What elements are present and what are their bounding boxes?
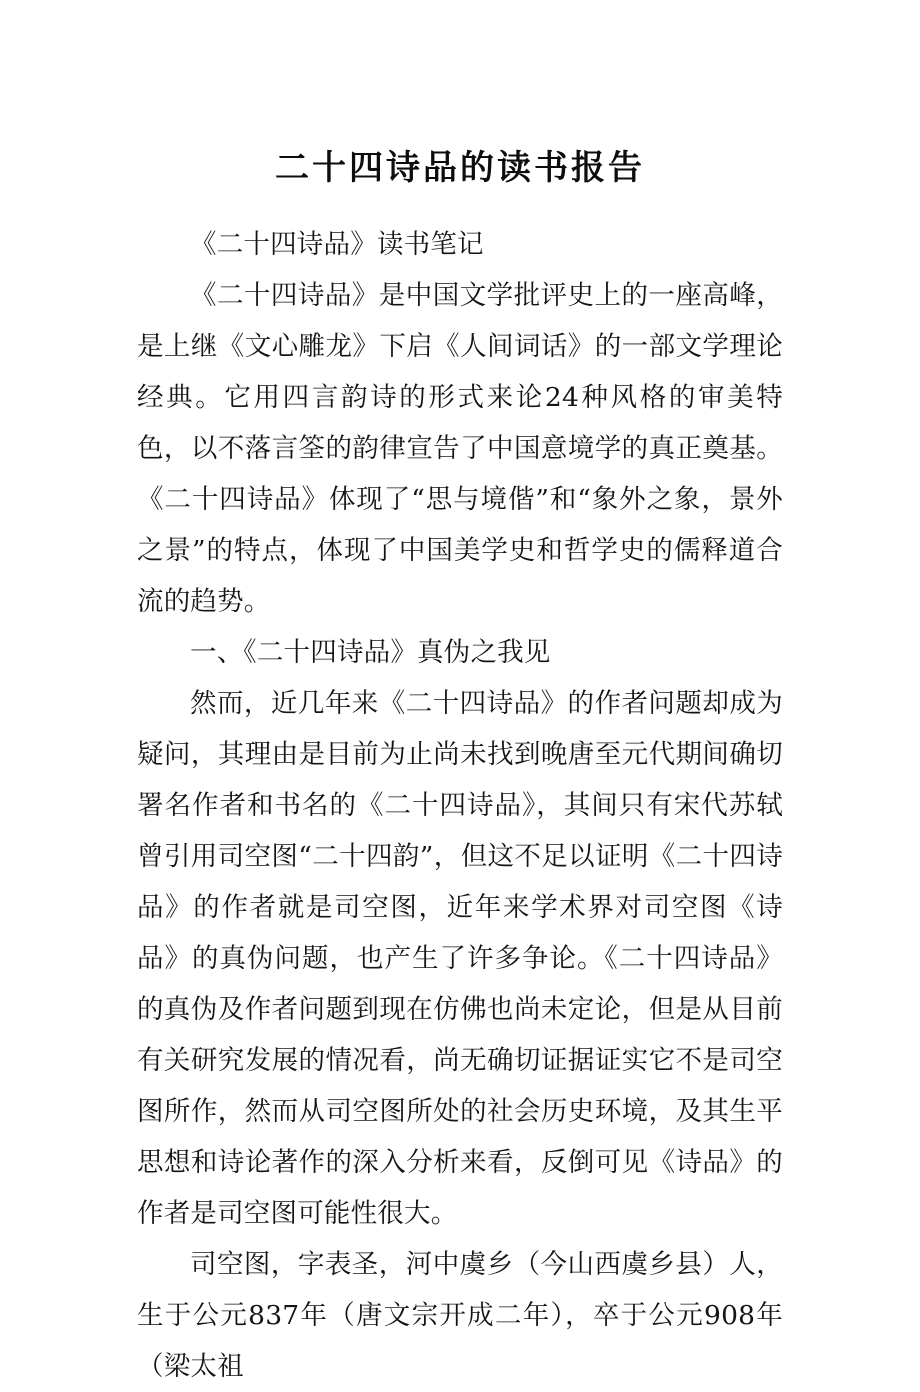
subtitle-paragraph: 《二十四诗品》读书笔记 bbox=[190, 229, 484, 260]
biography-paragraph: 司空图，字表圣，河中虞乡（今山西虞乡县）人，生于公元837年（唐文宗开成二年），卒于公元908年（梁太祖 bbox=[137, 1249, 783, 1382]
authenticity-paragraph: 然而，近几年来《二十四诗品》的作者问题却成为疑问，其理由是目前为止尚未找到晚唐至元代期间确切署名作者和书名的《二十四诗品》，其间只有宋代苏轼曾引用司空图“二十四韵”，但这不足以证明《二十四诗品》的作者就是司空图，近年来学术界对司空图《诗品》的真伪问题，也产生了许多争论。《二十四诗品》的真伪及作者问题到现在仿佛也尚未定论，但是从目前有关研究发展的情况看，尚无确切证据证实它不是司空图所作，然而从司空图所处的社会历史环境，及其生平思想和诗论著作的深入分析来看，反倒可见《诗品》的作者是司空图可能性很大。 bbox=[137, 688, 783, 1229]
intro-paragraph: 《二十四诗品》是中国文学批评史上的一座高峰，是上继《文心雕龙》下启《人间词话》的一部文学理论经典。它用四言韵诗的形式来论24种风格的审美特色，以不落言筌的韵律宣告了中国意境学的真正奠基。《二十四诗品》体现了“思与境偕”和“象外之象，景外之景”的特点，体现了中国美学史和哲学史的儒释道合流的趋势。 bbox=[137, 280, 783, 617]
document-title: 二十四诗品的读书报告 bbox=[275, 148, 645, 188]
section-heading: 一、《二十四诗品》真伪之我见 bbox=[190, 637, 551, 668]
document-body bbox=[137, 219, 783, 1392]
